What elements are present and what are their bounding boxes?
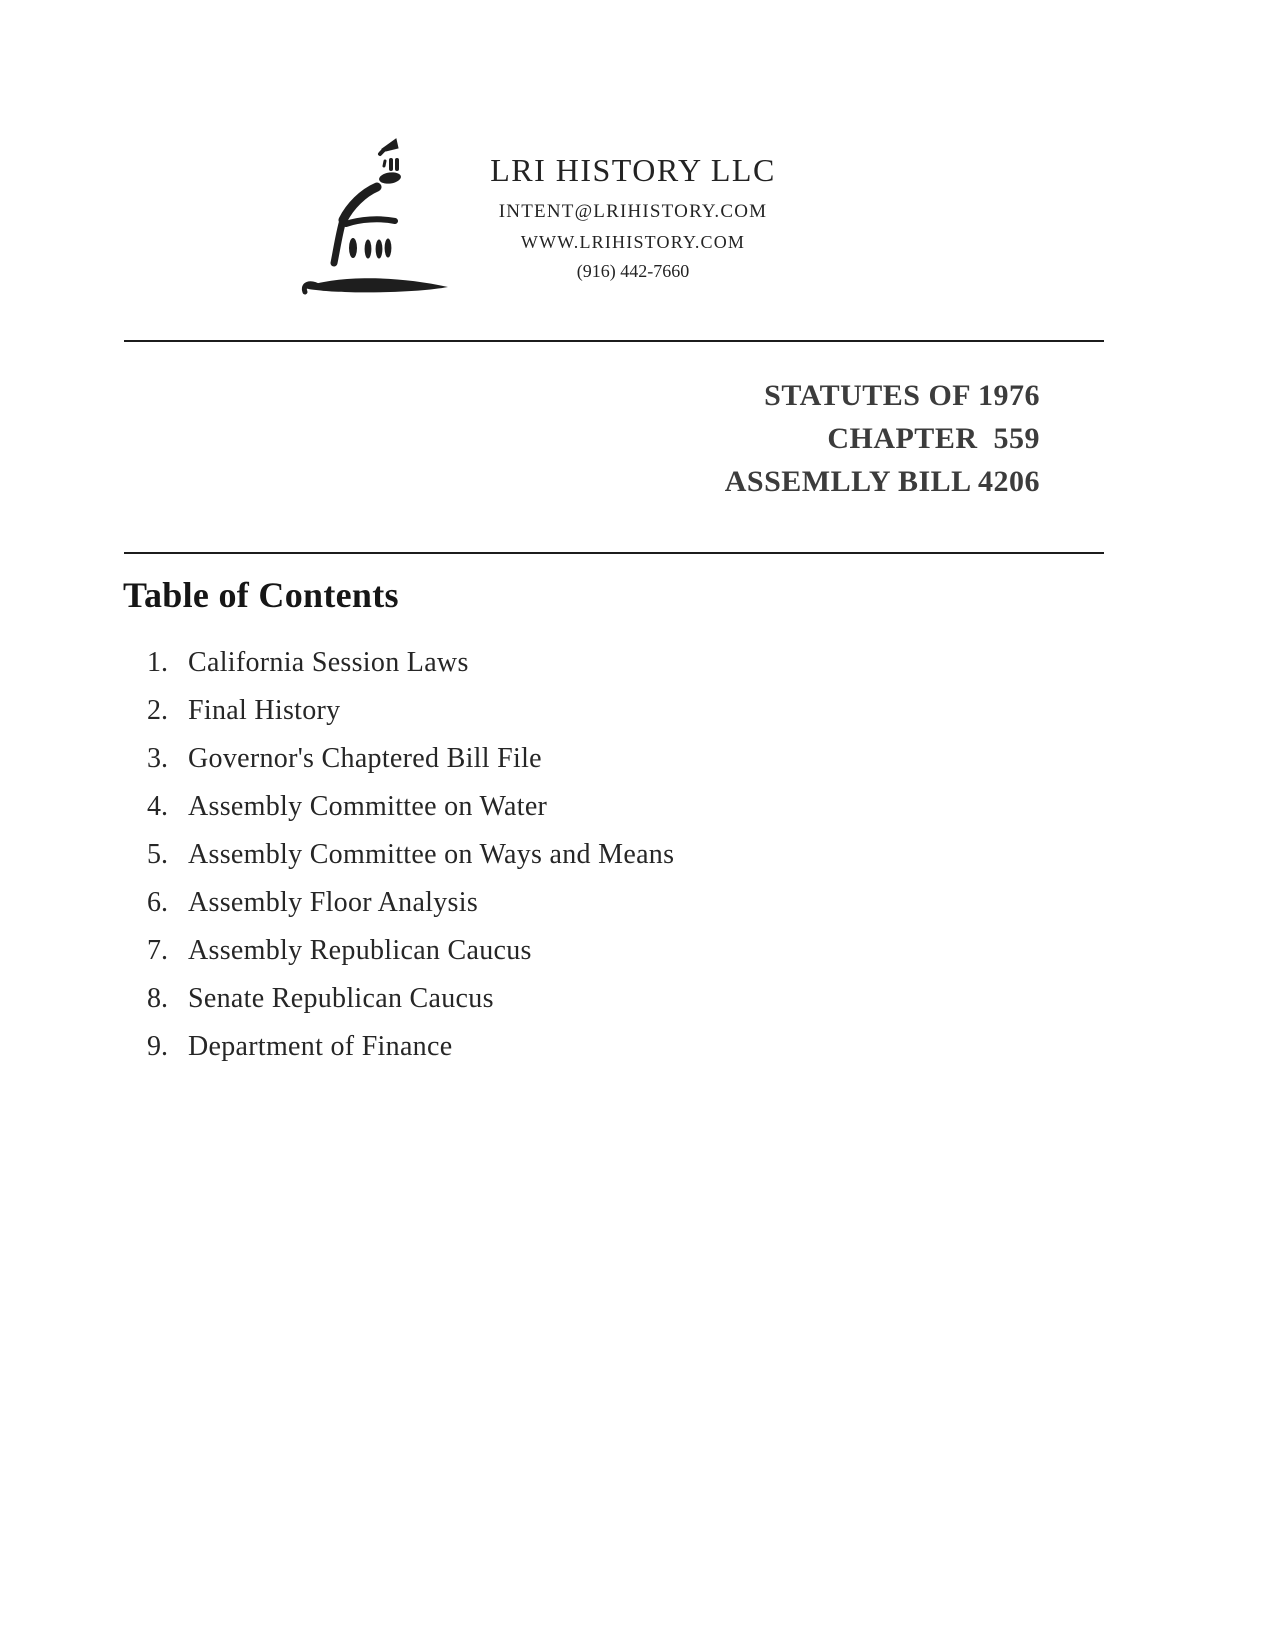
toc-item-label: California Session Laws — [188, 647, 469, 678]
toc-item — [147, 983, 947, 1015]
toc-list — [147, 647, 947, 1079]
contact-phone: (916) 442-7660 — [576, 261, 690, 281]
toc-item-label: Department of Finance — [188, 1031, 453, 1062]
toc-item-number: 1. — [147, 647, 168, 678]
toc-item-number: 3. — [147, 743, 168, 774]
toc-item-label: Assembly Committee on Ways and Means — [188, 839, 675, 870]
letterhead — [433, 150, 833, 286]
contact-website: WWW.LRIHISTORY.COM — [520, 232, 746, 252]
toc-item-number: 9. — [147, 1031, 168, 1062]
reference-block — [725, 374, 1040, 503]
toc-item — [147, 1031, 947, 1063]
toc-item — [147, 695, 947, 727]
toc-item-label: Assembly Committee on Water — [188, 791, 548, 822]
toc-item-number: 4. — [147, 791, 168, 822]
toc-item — [147, 887, 947, 919]
reference-line-chapter: CHAPTER 559 — [827, 422, 1040, 455]
toc-item-number: 7. — [147, 935, 168, 966]
reference-line-bill: ASSEMLLY BILL 4206 — [724, 465, 1040, 498]
toc-item — [147, 743, 947, 775]
toc-item — [147, 791, 947, 823]
reference-line-statutes: STATUTES OF 1976 — [764, 379, 1040, 412]
toc-item-label: Assembly Floor Analysis — [188, 887, 479, 918]
toc-title: Table of Contents — [123, 575, 399, 615]
toc-item-label: Senate Republican Caucus — [188, 983, 494, 1014]
divider-bottom — [124, 552, 1104, 554]
toc-item-number: 5. — [147, 839, 168, 870]
toc-item — [147, 839, 947, 871]
toc-item — [147, 647, 947, 679]
toc-item-label: Governor's Chaptered Bill File — [188, 743, 542, 774]
company-name: LRI HISTORY LLC — [490, 152, 776, 188]
toc-item-number: 2. — [147, 695, 168, 726]
toc-item-label: Assembly Republican Caucus — [188, 935, 532, 966]
divider-top — [124, 340, 1104, 342]
toc-item-number: 8. — [147, 983, 168, 1014]
toc-item-number: 6. — [147, 887, 168, 918]
toc-item-label: Final History — [188, 695, 341, 726]
toc-item — [147, 935, 947, 967]
contact-email: INTENT@LRIHISTORY.COM — [498, 201, 768, 222]
